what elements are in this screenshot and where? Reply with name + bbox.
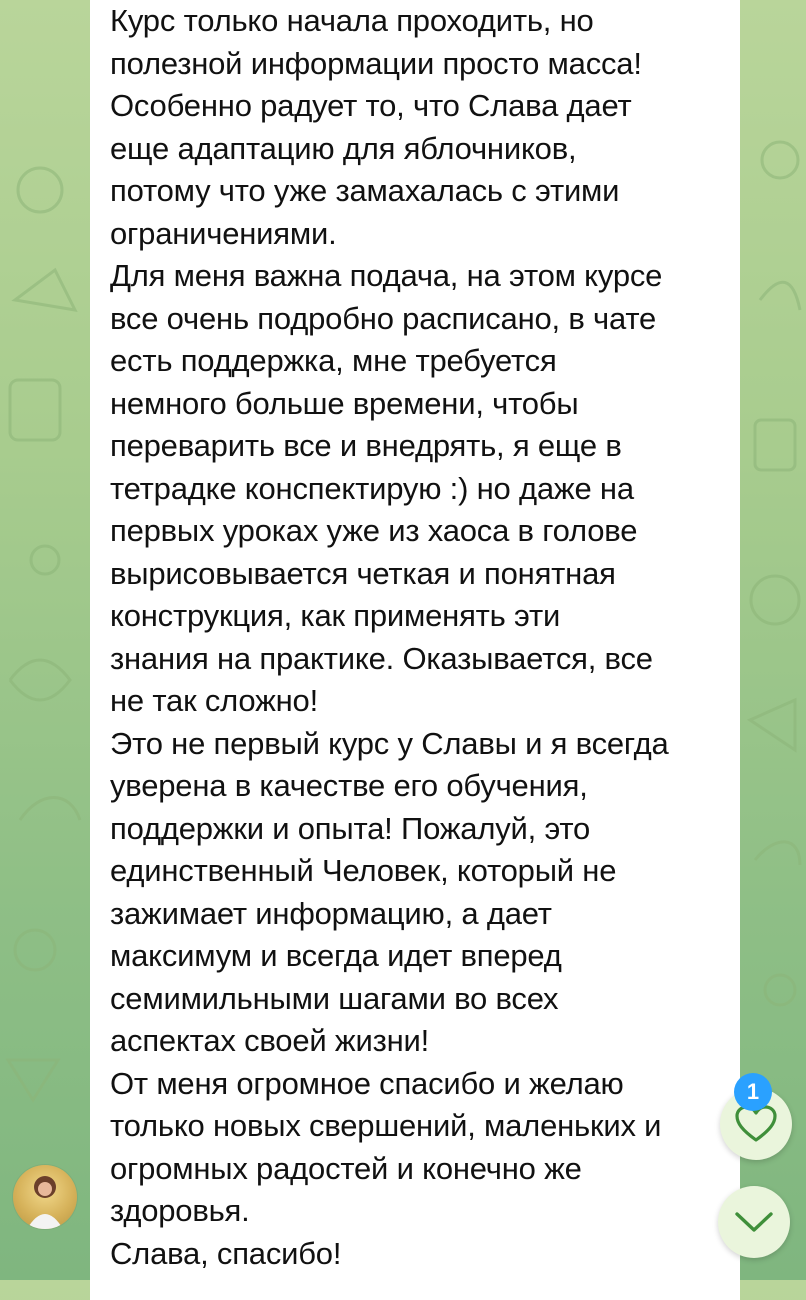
- message-line: единственный Человек, который не: [110, 853, 617, 888]
- message-line: Курс только начала проходить, но: [110, 3, 594, 38]
- scroll-to-bottom-button[interactable]: [718, 1186, 790, 1258]
- message-line: только новых свершений, маленьких и: [110, 1108, 662, 1143]
- message-line: потому что уже замахалась с этими: [110, 173, 620, 208]
- message-text: [110, 0, 740, 1275]
- message-line: зажимает информацию, а дает: [110, 895, 552, 931]
- message-line: все очень подробно расписано, в чате: [110, 300, 657, 336]
- message-line: От меня огромное спасибо и желаю: [110, 1065, 624, 1101]
- message-line: Особенно радует то, что Слава дает: [110, 88, 632, 123]
- message-line: огромных радостей и конечно же: [110, 1150, 582, 1186]
- message-line: поддержки и опыта! Пожалуй, это: [110, 810, 591, 846]
- message-line: еще адаптацию для яблочников,: [110, 130, 577, 166]
- message-line: немного больше времени, чтобы: [110, 385, 579, 421]
- message-line: Для меня важна подача, на этом курсе: [110, 258, 663, 293]
- message-line: тетрадке конспектирую :) но даже на: [110, 470, 634, 506]
- message-line: переварить все и внедрять, я еще в: [110, 428, 622, 463]
- message-line: полезной информации просто масса!: [110, 45, 642, 81]
- message-line: аспектах своей жизни!: [110, 1023, 430, 1058]
- message-line: конструкция, как применять эти: [110, 598, 561, 633]
- message-line: семимильными шагами во всех: [110, 980, 559, 1016]
- message-line: ограничениями.: [110, 215, 337, 251]
- reaction-count-badge: 1: [734, 1073, 772, 1111]
- chevron-down-icon: [734, 1210, 774, 1234]
- avatar-photo-icon: [13, 1165, 77, 1229]
- message-line: не так сложно!: [110, 683, 318, 718]
- sender-avatar[interactable]: [13, 1165, 77, 1229]
- message-line: вырисовывается четкая и понятная: [110, 555, 616, 591]
- message-line: здоровья.: [110, 1193, 250, 1228]
- message-line: есть поддержка, мне требуется: [110, 343, 557, 378]
- message-line: первых уроках уже из хаоса в голове: [110, 513, 638, 548]
- message-line: Это не первый курс у Славы и я всегда: [110, 725, 669, 761]
- message-line: уверена в качестве его обучения,: [110, 768, 588, 803]
- message-line: максимум и всегда идет вперед: [110, 938, 562, 973]
- message-line: знания на практике. Оказывается, все: [110, 640, 653, 676]
- message-line: Слава, спасибо!: [110, 1235, 342, 1271]
